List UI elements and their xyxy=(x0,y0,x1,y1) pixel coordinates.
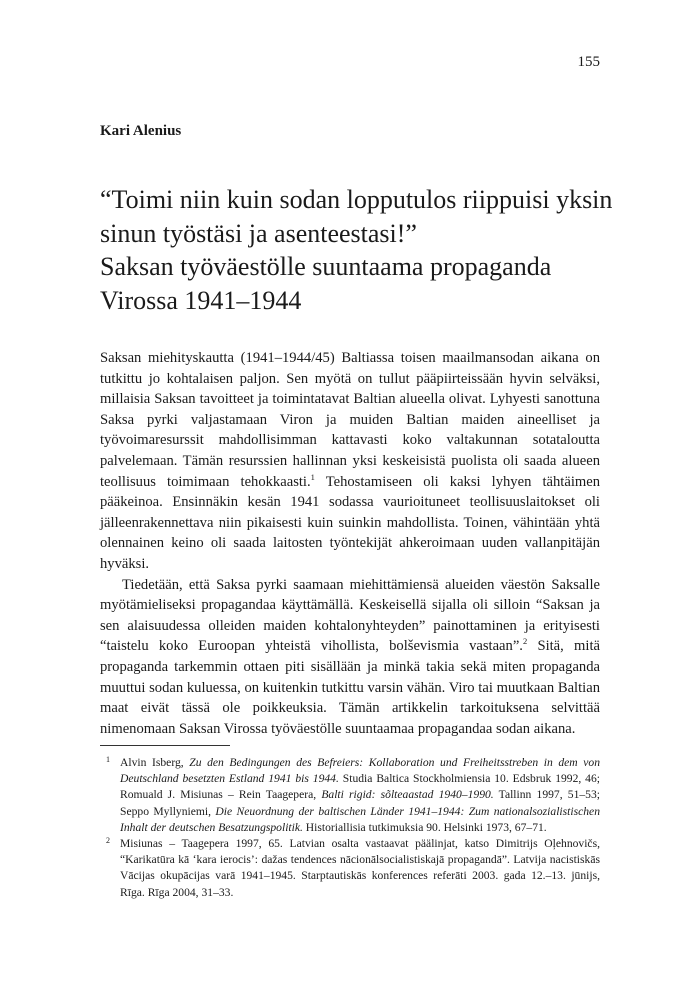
footnote-2 xyxy=(100,836,600,901)
paragraph-2-text-b: Sitä, mitä propaganda tarkemmin ottaen piti sisällään ja minkä takia sekä miten propaganda muuttui sodan kuluessa, on kuitenkin tutkittu varsin vähän. Viro tai muutkaan Baltian maat eivät tässä ole poikkeuksia. Tämän artikkelin tarkoituksena selvittää nimenomaan Saksan Virossa työväestölle suuntaamaa propagandaa sodan aikana. xyxy=(100,638,600,737)
title-line-4: Virossa 1941–1944 xyxy=(100,285,302,315)
footnote-1-title-1: Zu den Bedingungen des Befreiers: Kollaboration und Freiheitsstreben in dem von Deutschland besetzten Estland 1941 bis 1944. xyxy=(120,756,601,786)
author-name: Kari Alenius xyxy=(100,123,182,139)
article-title xyxy=(100,183,620,317)
body-paragraph-2 xyxy=(100,575,600,740)
footnote-ref-2: 2 xyxy=(522,636,528,647)
footnote-1-text-3: Tallinn 1997, 51–53; Seppo Myllyniemi, xyxy=(120,788,600,818)
footnote-2-number: 2 xyxy=(106,836,110,846)
footnote-1-text-1: Alvin Isberg, xyxy=(120,756,190,769)
footnote-ref-1: 1 xyxy=(310,471,315,482)
page-number: 155 xyxy=(577,54,600,70)
footnote-2-text: Misiunas – Taagepera 1997, 65. Latvian osalta vastaavat päälinjat, katso Dimitrijs Oļehnovičs, “Karikatūra kā ‘kara ierocis’: dažas tendences nācionālsocialistiskajā propagandā”. Latvija nacistiskās Vācijas okupācijas varā 1941–1945. Starptautiskās konferences referāti 2003. gada 12.–13. jūnijs, Rīga. Rīga 2004, 31–33. xyxy=(120,837,600,899)
footnote-1 xyxy=(100,755,600,836)
body-paragraph-1 xyxy=(100,348,600,575)
footnote-divider xyxy=(100,745,230,746)
footnotes xyxy=(100,755,600,901)
title-line-2: sinun työstäsi ja asenteestasi!” xyxy=(100,218,417,248)
paragraph-1-text-b: Tehostamiseen oli kaksi lyhyen tähtäimen pääkeinoa. Ensinnäkin kesän 1941 sodassa vaurioituneet teollisuuslaitokset oli jälleenrakennettava niin pikaisesti kuin suinkin mahdollista. Toinen, vähintään yhtä olennainen keino oli saada laitosten työntekijät ahkeroimaan uuden vallanpitäjän hyväksi. xyxy=(100,473,600,572)
footnote-1-number: 1 xyxy=(106,755,110,764)
title-line-1: “Toimi niin kuin sodan lopputulos riippuisi yksin xyxy=(100,185,613,214)
footnote-1-text-2: Studia Baltica Stockholmiensia 10. Edsbruk 1992, 46; Romuald J. Misiunas – Rein Taagepera, xyxy=(120,772,601,802)
paragraph-1-text-a: Saksan miehityskautta (1941–1944/45) Baltiassa toisen maailmansodan aikana on tutkittu jo kohtalaisen paljon. Sen myötä on tullut pääpiirteissään hyvin selväksi, millaisia Saksan tavoitteet ja toimintatavat Baltian alueella olivat. Lyhyesti sanottuna Saksa pyrki valjastamaan Viron ja muiden Baltian maiden aineelliset ja työvoimaresurssit mahdollisimman kattavasti koko valtakunnan sotataloutta palvelemaan. Tämän resurssien hallinnan yksi keskeisistä puolista oli saada alueen teollisuus toimimaan tehokkaasti. xyxy=(100,350,600,490)
article-body xyxy=(100,348,600,739)
paragraph-2-text-a: Tiedetään, että Saksa pyrki saamaan miehittämiensä alueiden väestön Saksalle myötämieliseksi propagandaa käyttämällä. Keskeisellä sijalla oli silloin “Saksan ja sen alaisuudessa olleiden maiden kohtalonyhteyden” painottaminen ja erityisesti “taistelu koko Euroopan yhteistä vihollista, bolševismia vastaan”. xyxy=(100,576,600,655)
title-line-3: Saksan työväestölle suuntaama propaganda xyxy=(100,252,552,281)
footnote-1-title-2: Balti rigid: sõlteaastad 1940–1990. xyxy=(321,788,494,802)
footnote-1-title-3: Die Neuordnung der baltischen Länder 1941–1944: Zum nationalsozialistischen Inhalt der deutschen Besatzungspolitik. xyxy=(120,804,600,834)
footnote-1-text-4: Historiallisia tutkimuksia 90. Helsinki 1973, 67–71. xyxy=(302,820,547,834)
